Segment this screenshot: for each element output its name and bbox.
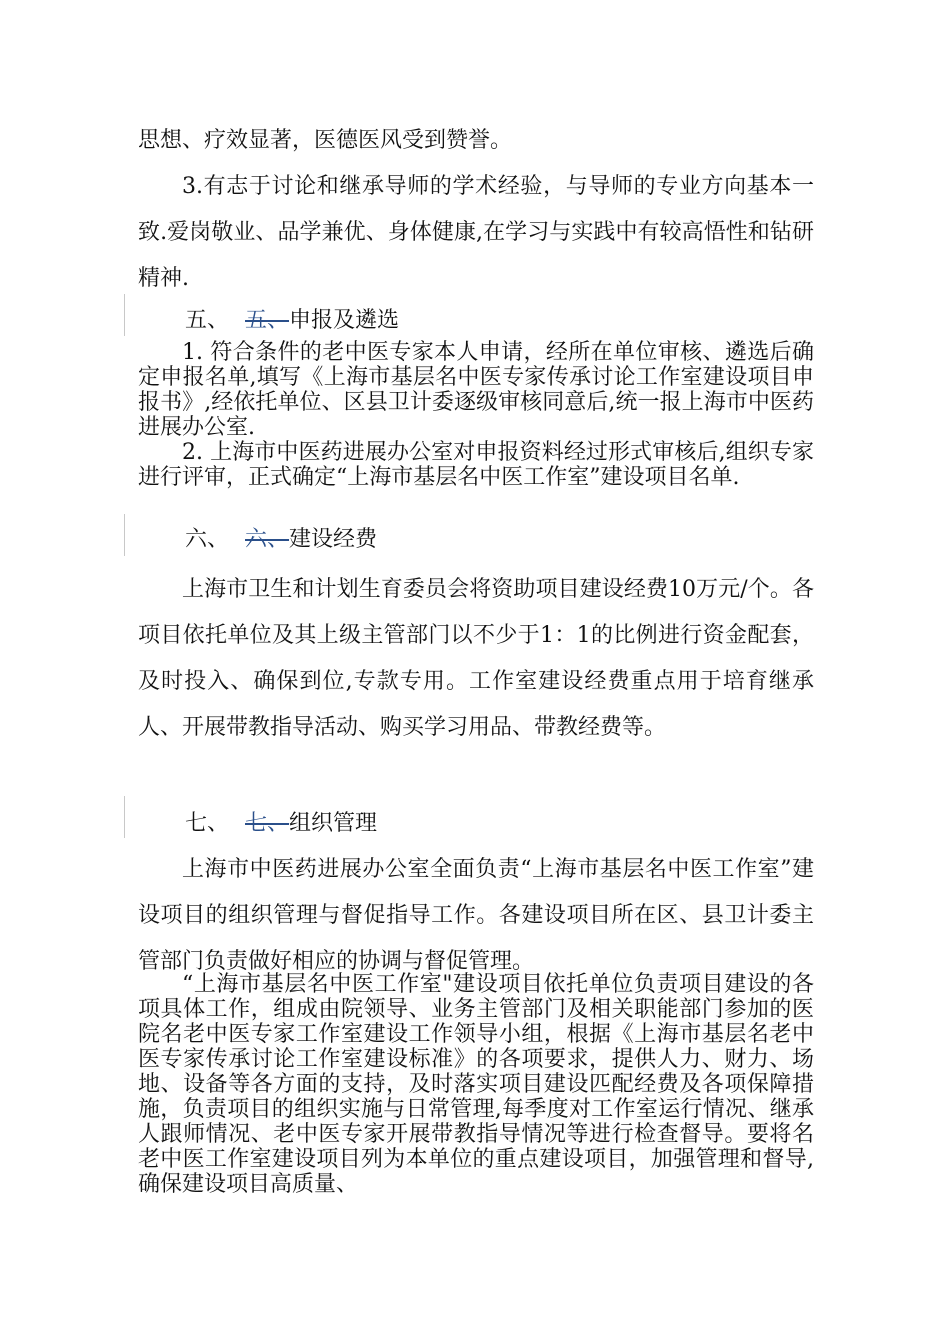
revision-bar xyxy=(124,514,125,556)
section5-heading xyxy=(185,306,399,336)
section7-heading xyxy=(185,809,377,839)
section7-body-tight xyxy=(138,972,814,1197)
section7-title: 组织管理 xyxy=(289,811,378,836)
section5-deleted-number: 五、 xyxy=(245,308,290,333)
section7-paragraph-1: 上海市中医药进展办公室全面负责“上海市基层名中医工作室”建设项目的组织管理与督促指导工作。各建设项目所在区、县卫计委主管部门负责做好相应的协调与督促管理。 xyxy=(138,857,814,974)
section5-number: 五、 xyxy=(185,308,230,333)
section7-paragraph-2: “上海市基层名中医工作室"建设项目依托单位负责项目建设的各项具体工作，组成由院领导、业务主管部门及相关职能部门参加的医院名老中医专家工作室建设工作领导小组，根据《上海市基层名老中医专家传承讨论工作室建设标准》的各项要求，提供人力、财力、场地、设备等各方面的支持，及时落实项目建设匹配经费及各项保障措施，负责项目的组织实施与日常管理,每季度对工作室运行情况、继承人跟师情况、老中医专家开展带教指导情况等进行检查督导。要将名老中医工作室建设项目列为本单位的重点建设项目，加强管理和督导,确保建设项目高质量、 xyxy=(138,972,814,1197)
section7-body-loose xyxy=(138,847,814,985)
section6-paragraph-1: 上海市卫生和计划生育委员会将资助项目建设经费10万元/个。各项目依托单位及其上级主管部门以不少于1：1的比例进行资金配套，及时投入、确保到位,专款专用。工作室建设经费重点用于培育继承人、开展带教指导活动、购买学习用品、带教经费等。 xyxy=(138,577,814,740)
section5-body xyxy=(138,340,814,490)
section6-body xyxy=(138,567,814,751)
section5-paragraph-1: 1. 符合条件的老中医专家本人申请，经所在单位审核、遴选后确定申报名单,填写《上海市基层名中医专家传承讨论工作室建设项目申报书》,经依托单位、区县卫计委逐级审核同意后,统一报上海市中医药进展办公室. xyxy=(138,340,814,440)
section7-deleted-number: 七、 xyxy=(245,811,290,836)
section5-paragraph-2: 2. 上海市中医药进展办公室对申报资料经过形式审核后,组织专家进行评审，正式确定“上海市基层名中医工作室”建设项目名单. xyxy=(138,440,814,490)
section4-paragraph-2: 3.有志于讨论和继承导师的学术经验，与导师的专业方向基本一致.爱岗敬业、品学兼优、身体健康,在学习与实践中有较高悟性和钻研精神. xyxy=(138,174,814,291)
section6-title: 建设经费 xyxy=(289,527,378,552)
section7-number: 七、 xyxy=(185,811,230,836)
section6-deleted-number: 六、 xyxy=(245,527,290,552)
section6-heading xyxy=(185,525,377,555)
section6-number: 六、 xyxy=(185,527,230,552)
section4-tail xyxy=(138,118,814,302)
section5-title: 申报及遴选 xyxy=(289,308,400,333)
section4-paragraph-1: 思想、疗效显著，医德医风受到赞誉。 xyxy=(138,128,513,153)
revision-bar xyxy=(124,294,125,336)
revision-bar xyxy=(124,796,125,838)
